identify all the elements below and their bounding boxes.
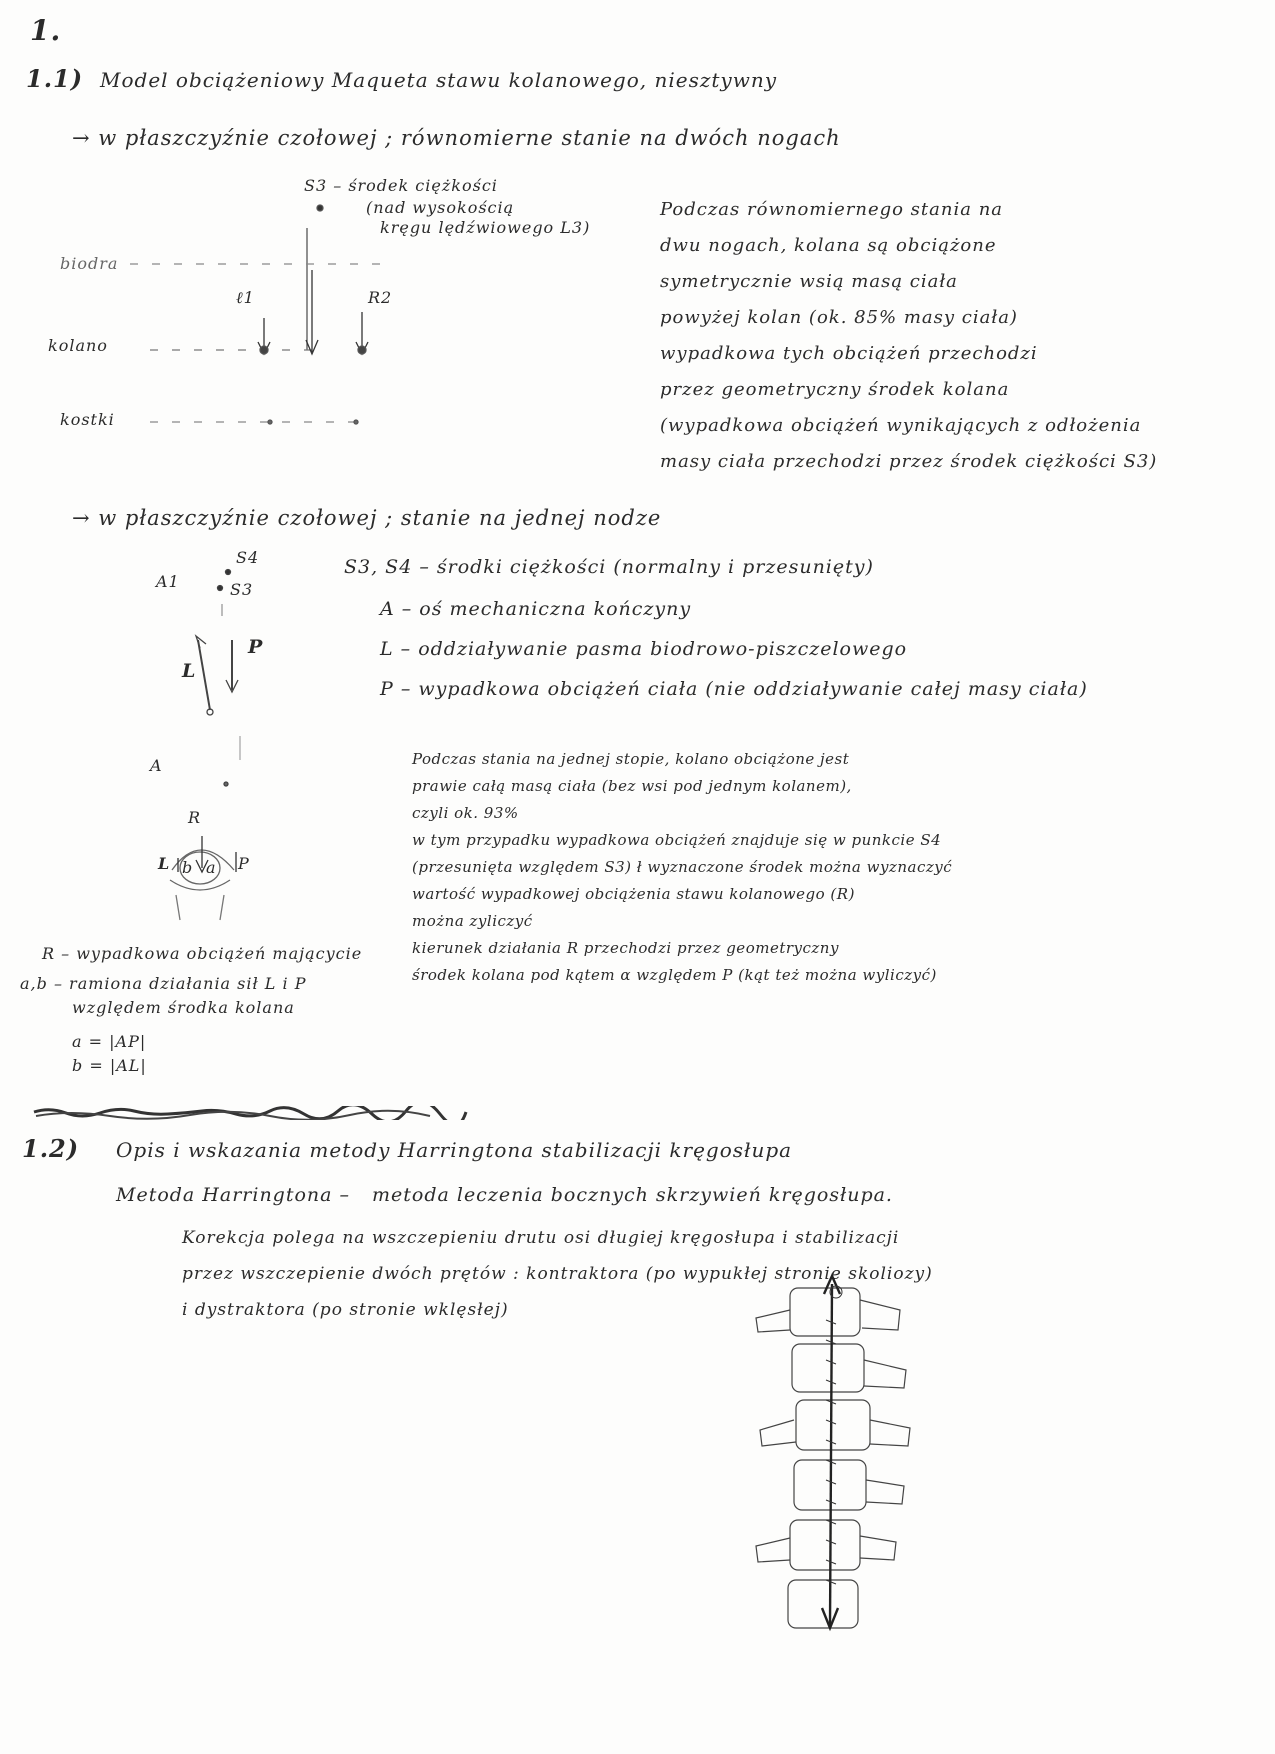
fig-label-l2: L xyxy=(158,854,171,873)
s3-note-2: kręgu lędźwiowego L3) xyxy=(380,218,591,237)
row-label-biodra: biodra xyxy=(60,254,119,273)
left-process-2 xyxy=(760,1420,796,1446)
process-1 xyxy=(860,1300,900,1330)
subsection-1-heading: → w płaszczyźnie czołowej ; równomierne stanie na dwóch nogach xyxy=(72,126,841,150)
fig-legend-2: a,b – ramiona działania sił L i P xyxy=(20,974,307,993)
process-3 xyxy=(870,1420,910,1446)
femur-condyle xyxy=(172,850,234,870)
fig-label-l: L xyxy=(182,660,197,682)
s3-note-1: (nad wysokością xyxy=(366,198,515,217)
tibia-plateau xyxy=(170,880,230,890)
section-1-title: Model obciążeniowy Maqueta stawu kolanowego, niesztywny xyxy=(100,68,778,92)
one-leg-paragraph: Podczas stania na jednej stopie, kolano obciążone jest prawie całą masą ciała (bez wsi pod jednym kolanem), czyli ok. 93% w tym przypadku wypadkowa obciążeń znajduje się w punkcie S4 (przesunięta względem S3) ł wyznaczone środek można wyznaczyć wartość wypadkowej obciążenia stawu kolanowego (R) można zyliczyć kierunek działania R przechodzi przez geometryczny środek kolana pod kątem α względem P (kąt też można wyliczyć) xyxy=(412,750,953,984)
fig-label-p2: P xyxy=(238,854,250,873)
process-2 xyxy=(864,1360,906,1388)
spine-rod-sketch xyxy=(740,1270,930,1650)
fig-label-p: P xyxy=(248,636,264,658)
row-label-kolano: kolano xyxy=(48,336,108,355)
force-label-r2: R2 xyxy=(368,288,393,307)
s4-point xyxy=(226,570,231,575)
vertebra-2 xyxy=(792,1344,864,1392)
scribbled-out-line xyxy=(30,1106,470,1120)
vertebra-1 xyxy=(790,1288,860,1336)
definition-text: metoda leczenia bocznych skrzywień kręgosłupa. xyxy=(372,1184,893,1206)
row-label-kostki: kostki xyxy=(60,410,115,429)
legend-l: L – oddziaływanie pasma biodrowo-piszczelowego xyxy=(380,638,908,660)
harrington-paragraph: Korekcja polega na wszczepieniu drutu osi długiej kręgosłupa i stabilizacji przez wszczepienie dwóch prętów : kontraktora (po wypukłej stronie skoliozy) i dystraktora (po stronie wklęsłej) xyxy=(182,1228,933,1320)
process-5 xyxy=(860,1536,896,1560)
fig-label-r: R xyxy=(188,808,202,827)
subsection-2-heading: → w płaszczyźnie czołowej ; stanie na jednej nodze xyxy=(72,506,662,530)
tibia-shaft xyxy=(176,895,224,920)
process-4 xyxy=(866,1480,904,1504)
section-2-number: 1.2) xyxy=(22,1134,80,1163)
page-number: 1. xyxy=(30,14,62,47)
legend-p: P – wypadkowa obciążeń ciała (nie oddziaływanie całej masy ciała) xyxy=(380,678,1088,700)
fig-legend-3: względem środka kolana xyxy=(72,998,295,1017)
fig-label-s3: S3 xyxy=(230,580,254,599)
legend-s3-s4: S3, S4 – środki ciężkości (normalny i przesunięty) xyxy=(344,556,874,578)
harrington-rod xyxy=(830,1284,832,1626)
fig-label-a: A xyxy=(150,756,163,775)
section-1-number: 1.1) xyxy=(26,64,84,93)
formula-b: b = |AL| xyxy=(72,1056,147,1075)
axis-point xyxy=(224,782,228,786)
definition-label: Metoda Harringtona – xyxy=(116,1184,351,1206)
formula-a: a = |AP| xyxy=(72,1032,147,1051)
left-process-3 xyxy=(756,1538,790,1562)
fig-label-s4: S4 xyxy=(236,548,260,567)
fig-legend-1: R – wypadkowa obciążeń mającycie xyxy=(42,944,363,963)
s3-label: S3 – środek ciężkości xyxy=(304,176,498,195)
section-2-title: Opis i wskazania metody Harringtona stabilizacji kręgosłupa xyxy=(116,1138,793,1162)
l-arrow-head xyxy=(196,636,206,648)
l-force-line xyxy=(198,640,210,710)
fig-label-a1: A1 xyxy=(156,572,180,591)
two-leg-paragraph: Podczas równomiernego stania na dwu nogach, kolana są obciążone symetrycznie wsią masą ciała powyżej kolan (ok. 85% masy ciała) wypadkowa tych obciążeń przechodzi przez geometryczny środek kolana (wypadkowa obciążeń wynikających z odłożenia masy ciała przechodzi przez środek ciężkości S3) xyxy=(660,199,1158,472)
legend-a: A – oś mechaniczna kończyny xyxy=(380,598,692,620)
left-process-1 xyxy=(756,1310,790,1332)
fig-label-b: b xyxy=(182,858,194,877)
vertebra-5 xyxy=(790,1520,860,1570)
force-label-l1: ℓ1 xyxy=(236,288,255,307)
vertebra-6 xyxy=(788,1580,858,1628)
s3-point-2 xyxy=(218,586,223,591)
fig-label-a-small: a xyxy=(206,858,217,877)
